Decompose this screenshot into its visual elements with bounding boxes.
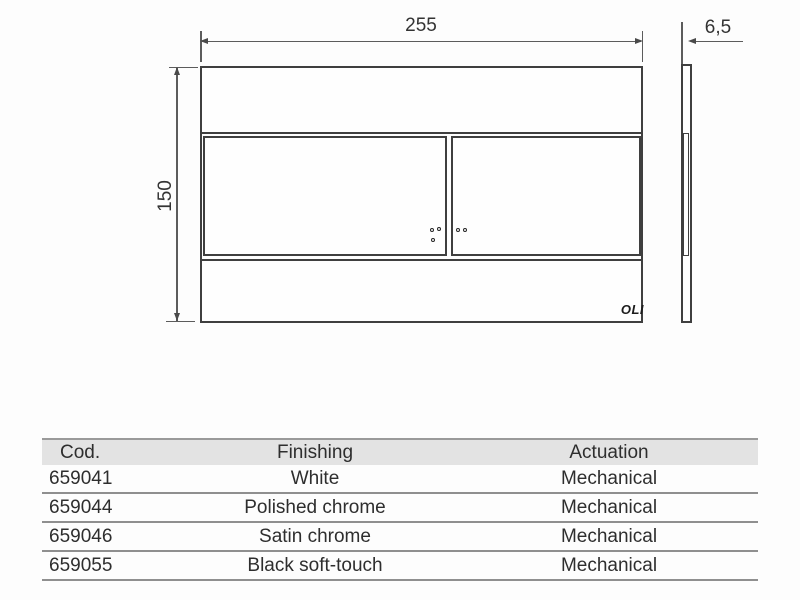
dim-height-line	[176, 68, 178, 321]
dim-width-line	[202, 41, 641, 43]
cell-actuation: Mechanical	[560, 467, 658, 489]
table-row	[42, 494, 758, 523]
table-row	[42, 465, 758, 494]
cell-cod: 659046	[49, 525, 113, 547]
plate-divider-bottom	[202, 259, 641, 261]
table-row	[42, 523, 758, 552]
spec-table	[42, 438, 758, 581]
flush-button-large	[203, 136, 447, 256]
header-finishing: Finishing	[276, 441, 354, 463]
arrow-up-icon	[174, 67, 180, 75]
arrow-right-icon	[635, 38, 643, 44]
dim-height-label: 150	[155, 180, 176, 212]
cell-actuation: Mechanical	[560, 554, 658, 576]
header-cod: Cod.	[60, 441, 101, 463]
cell-finishing: Black soft-touch	[247, 554, 383, 576]
dim-width-label: 255	[405, 15, 437, 36]
front-view-plate	[200, 66, 643, 323]
cell-cod: 659041	[49, 467, 113, 489]
dim-thickness-line	[695, 41, 743, 43]
cell-finishing: Satin chrome	[259, 525, 371, 547]
cell-finishing: White	[290, 467, 340, 489]
table-header-row	[42, 438, 758, 465]
flush-button-small	[451, 136, 641, 256]
side-view-button-edge	[683, 133, 689, 256]
cell-actuation: Mechanical	[560, 496, 658, 518]
dim-height-ext-bottom	[166, 321, 195, 323]
plate-divider-top	[202, 132, 641, 134]
table-row	[42, 552, 758, 581]
dim-thickness-label: 6,5	[704, 17, 732, 38]
arrow-left-icon	[200, 38, 208, 44]
dim-width-ext-right	[642, 31, 644, 62]
cell-actuation: Mechanical	[560, 525, 658, 547]
dim-thickness-ext	[681, 22, 683, 64]
oli-logo: OLI	[620, 302, 644, 317]
cell-cod: 659055	[49, 554, 113, 576]
cell-cod: 659044	[49, 496, 113, 518]
header-actuation: Actuation	[569, 441, 649, 463]
arrow-down-icon	[174, 313, 180, 321]
cell-finishing: Polished chrome	[244, 496, 386, 518]
dim-width-ext-left	[200, 31, 202, 62]
